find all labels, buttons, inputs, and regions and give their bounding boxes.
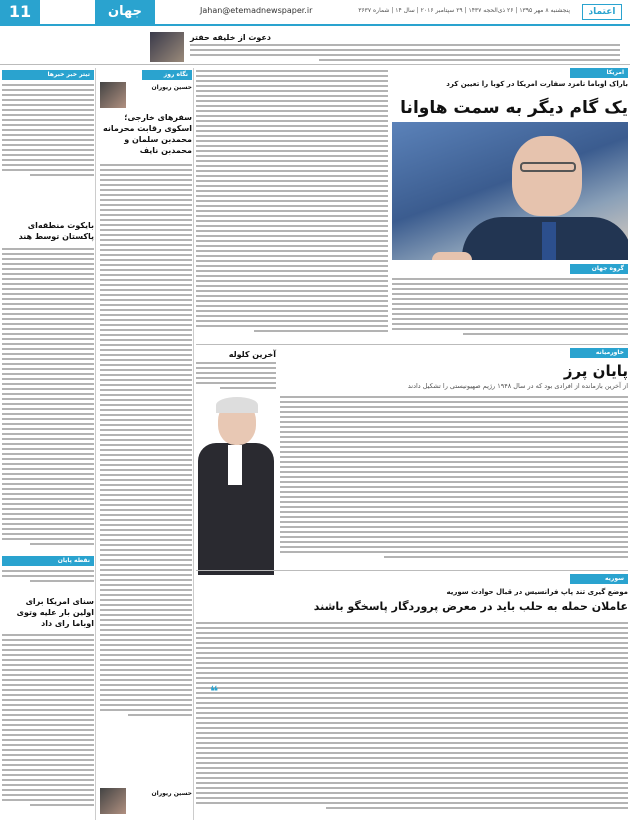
- opinion-author: حسین ریوران: [151, 84, 192, 91]
- newspaper-logo: اعتماد: [582, 4, 622, 20]
- obama-kicker: باراک اوباما نامزد سفارت امریکا در کوبا را تعیین کرد: [446, 80, 628, 88]
- obama-headline: یک گام دیگر به سمت هاوانا: [400, 98, 628, 118]
- top-strip-title: دعوت از خلیفه حفتر: [190, 33, 271, 42]
- middle-east-tag: خاورمیانه: [570, 348, 628, 358]
- peres-subhead: از آخرین بازمانده از افرادی بود که در سال ۱۹۴۸ رژیم صهیونیستی را تشکیل دادند: [407, 382, 628, 390]
- top-news-strip: [0, 30, 630, 65]
- author-photo-bottom: [100, 788, 126, 814]
- haftar-photo: [150, 32, 184, 62]
- pakistan-text: [2, 248, 94, 548]
- senate-veto-text: [2, 634, 94, 814]
- obama-caption-tag: گروه جهان: [570, 264, 628, 274]
- opinion-text: [100, 164, 192, 724]
- obama-lead-text: [392, 278, 628, 340]
- left-top-tag: تیتر خبر خبرها: [2, 70, 94, 80]
- opinion-tag: نگاه روز: [142, 70, 192, 80]
- senate-veto-headline: سنای امریکا برای اولین بار علیه وتوی اوباما رای داد: [16, 597, 94, 628]
- peres-photo: [196, 395, 274, 575]
- author-photo: [100, 82, 126, 108]
- left-column: [0, 68, 96, 820]
- syria-body-text: [196, 622, 628, 817]
- dateline: پنجشنبه ۸ مهر ۱۳۹۵ | ۲۶ ذی‌الحجه ۱۴۳۷ | ۲۹ سپتامبر ۲۰۱۶ | سال ۱۴ | شماره ۳۶۳۷: [358, 7, 570, 14]
- section-title: جهان: [95, 0, 155, 24]
- opinion-column: [98, 68, 194, 820]
- america-tag: امریکا: [570, 68, 628, 78]
- peres-headline: پایان پرز: [563, 362, 628, 380]
- opinion-headline: سفرهای خارجی؛ اسکوی رقابت محرمانه محمدبن سلمان و محمدبن نایف: [102, 113, 192, 155]
- page-number: 11: [0, 0, 40, 24]
- obama-body-text: [196, 70, 388, 340]
- left-bottom-tag: نقطه پایان: [2, 556, 94, 566]
- pakistan-headline: بایکوت منطقه‌ای پاکستان توسط هند: [18, 221, 94, 241]
- peres-side-title: آخرین کلوله: [228, 350, 276, 359]
- obama-nominee-photo: [392, 122, 628, 260]
- separator-1: [196, 344, 628, 345]
- separator-2: [196, 570, 628, 571]
- syria-tag: سوریه: [570, 574, 628, 584]
- contact-email[interactable]: Jahan@etemadnewspaper.ir: [200, 6, 313, 15]
- quote-icon: ❝: [210, 684, 219, 700]
- left-bottom-intro: [2, 570, 94, 590]
- opinion-author-bottom: حسین ریوران: [151, 790, 192, 797]
- syria-kicker: موضع گیری تند پاپ فرانسیس در قبال حوادث سوریه: [446, 588, 628, 596]
- top-strip-text: [190, 44, 620, 62]
- syria-headline: عاملان حمله به حلب باید در معرض پروردگار پاسخگو باشند: [313, 600, 628, 613]
- peres-side-text: [196, 362, 276, 390]
- peres-body-text: [280, 396, 628, 562]
- left-top-text: [2, 84, 94, 214]
- page-header: [0, 0, 630, 26]
